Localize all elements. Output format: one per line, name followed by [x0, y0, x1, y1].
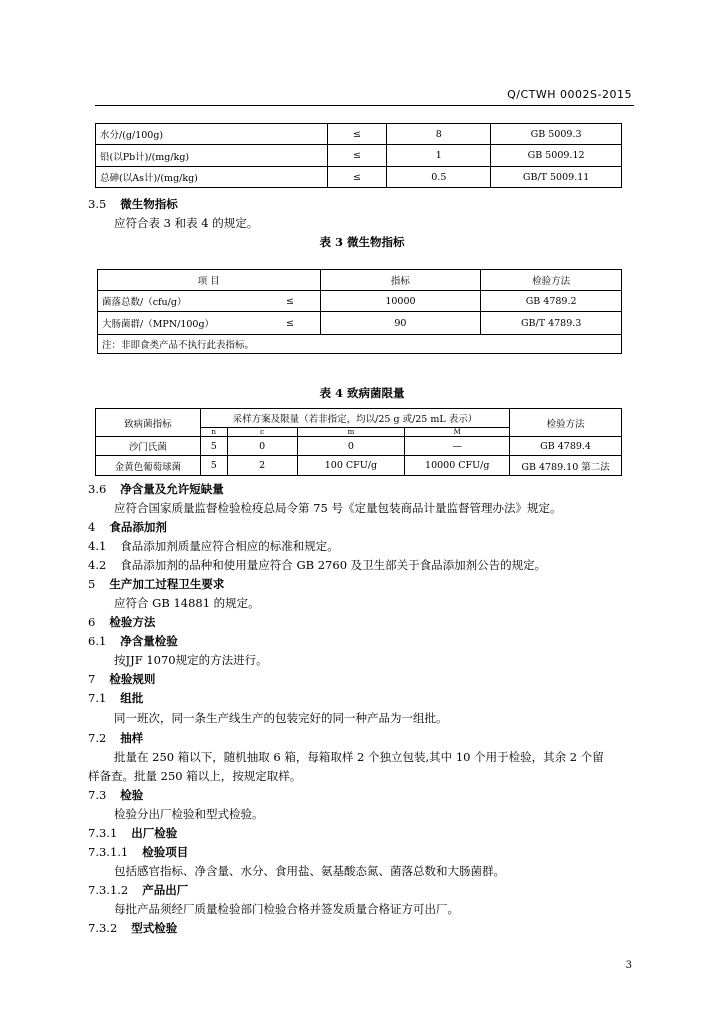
table-cell: 大肠菌群/（MPN/100g）: [98, 312, 261, 335]
page-number: 3: [625, 960, 632, 971]
section-6-1-text: 按JJF 1070规定的方法进行。: [114, 653, 268, 667]
table-header-method: 检验方法: [510, 409, 622, 437]
table-cell: 90: [320, 312, 481, 335]
table-row: [96, 167, 622, 188]
table-cell: 0.5: [387, 167, 491, 188]
table-subheader-c: c: [227, 428, 297, 437]
table3-caption: 表 3 微生物指标: [319, 235, 405, 249]
section-7-3-text: 检验分出厂检验和型式检验。: [114, 807, 264, 821]
table-row: [96, 124, 622, 145]
table-cell: 8: [387, 124, 491, 145]
table-cell: GB 4789.10 第二法: [510, 456, 622, 476]
table-cell: GB/T 5009.11: [491, 167, 622, 188]
table-cell: —: [405, 437, 510, 456]
table-cell: GB/T 4789.3: [481, 312, 622, 335]
table-header-method: 检验方法: [481, 270, 622, 291]
physicochemical-table: [95, 123, 622, 188]
table-cell: ≤: [327, 145, 387, 167]
section-3-5-heading: 3.5 微生物指标: [88, 197, 178, 211]
table-cell: 2: [227, 456, 297, 476]
table-cell: ≤: [327, 124, 387, 145]
section-7-3-heading: 7.3 检验: [88, 788, 144, 802]
table-cell: 0: [297, 437, 405, 456]
table-cell: GB 4789.2: [481, 291, 622, 312]
table-cell: 总砷(以As计)/(mg/kg): [96, 167, 328, 188]
table-cell: 金黄色葡萄球菌: [96, 456, 201, 476]
section-3-5-text: 应符合表 3 和表 4 的规定。: [114, 216, 259, 230]
table-row: [98, 291, 622, 312]
table4-caption: 表 4 致病菌限量: [319, 386, 405, 400]
table-row: [96, 456, 622, 476]
table-row: [96, 437, 622, 456]
table-subheader-M: M: [405, 428, 510, 437]
table-header-plan: 采样方案及限量（若非指定，均以/25 g 或/25 mL 表示）: [200, 409, 509, 428]
section-6-1-heading: 6.1 净含量检验: [88, 634, 178, 648]
section-7-2-text-line2: 样备查。批量 250 箱以上，按规定取样。: [88, 769, 302, 783]
table-cell: 0: [227, 437, 297, 456]
table-row: [98, 312, 622, 335]
section-7-3-1-2-heading: 7.3.1.2 产品出厂: [88, 883, 189, 897]
table-cell: 沙门氏菌: [96, 437, 201, 456]
table-subheader-n: n: [200, 428, 227, 437]
table-cell: GB 4789.4: [510, 437, 622, 456]
table-cell: 1: [387, 145, 491, 167]
standard-code: Q/CTWH 0002S-2015: [507, 88, 632, 101]
table-cell: GB 5009.12: [491, 145, 622, 167]
table-header-row: [98, 270, 622, 291]
table-row: [96, 145, 622, 167]
section-4-1: 4.1 食品添加剂质量应符合相应的标准和规定。: [88, 539, 339, 553]
section-7-2-text-line1: 批量在 250 箱以下，随机抽取 6 箱，每箱取样 2 个独立包装,其中 10 个用于检验，其余 2 个留: [114, 750, 604, 764]
table-cell: 10000: [320, 291, 481, 312]
section-5-text: 应符合 GB 14881 的规定。: [114, 596, 260, 610]
section-5-heading: 5 生产加工过程卫生要求: [88, 577, 225, 591]
table-note: 注：非即食类产品不执行此表指标。: [98, 335, 622, 354]
section-7-3-1-heading: 7.3.1 出厂检验: [88, 826, 178, 840]
section-7-3-1-1-heading: 7.3.1.1 检验项目: [88, 845, 189, 859]
table-cell: ≤: [327, 167, 387, 188]
section-7-heading: 7 检验规则: [88, 672, 156, 686]
header-rule: [95, 105, 634, 106]
table-note-row: [98, 335, 622, 354]
table-header-row: [96, 409, 622, 428]
table-header-limit: 指标: [320, 270, 481, 291]
section-3-6-heading: 3.6 净含量及允许短缺量: [88, 482, 224, 496]
section-3-6-text: 应符合国家质量监督检验检疫总局令第 75 号《定量包装商品计量监督管理办法》规定。: [114, 501, 562, 515]
table-cell: 铅(以Pb计)/(mg/kg): [96, 145, 328, 167]
section-6-heading: 6 检验方法: [88, 615, 156, 629]
table-subheader-m: m: [297, 428, 405, 437]
section-7-3-2-heading: 7.3.2 型式检验: [88, 921, 178, 935]
section-4-heading: 4 食品添加剂: [88, 520, 167, 534]
section-7-3-1-1-text: 包括感官指标、净含量、水分、食用盐、氨基酸态氮、菌落总数和大肠菌群。: [114, 864, 505, 878]
table-cell: 10000 CFU/g: [405, 456, 510, 476]
table-cell: ≤: [260, 312, 320, 335]
table-cell: GB 5009.3: [491, 124, 622, 145]
section-7-1-heading: 7.1 组批: [88, 691, 144, 705]
table-cell: 水分/(g/100g): [96, 124, 328, 145]
section-4-2: 4.2 食品添加剂的品种和使用量应符合 GB 2760 及卫生部关于食品添加剂公告的规定。: [88, 558, 547, 572]
section-7-3-1-2-text: 每批产品须经厂质量检验部门检验合格并签发质量合格证方可出厂。: [114, 902, 459, 916]
microbiology-table: [97, 269, 622, 354]
section-7-1-text: 同一班次，同一条生产线生产的包装完好的同一种产品为一组批。: [114, 711, 448, 725]
section-7-2-heading: 7.2 抽样: [88, 731, 144, 745]
table-header-item: 项 目: [98, 270, 321, 291]
table-cell: ≤: [260, 291, 320, 312]
table-cell: 5: [200, 456, 227, 476]
table-cell: 菌落总数/（cfu/g）: [98, 291, 261, 312]
table-header-item: 致病菌指标: [96, 409, 201, 437]
table-cell: 100 CFU/g: [297, 456, 405, 476]
pathogen-table: [95, 408, 622, 476]
table-cell: 5: [200, 437, 227, 456]
